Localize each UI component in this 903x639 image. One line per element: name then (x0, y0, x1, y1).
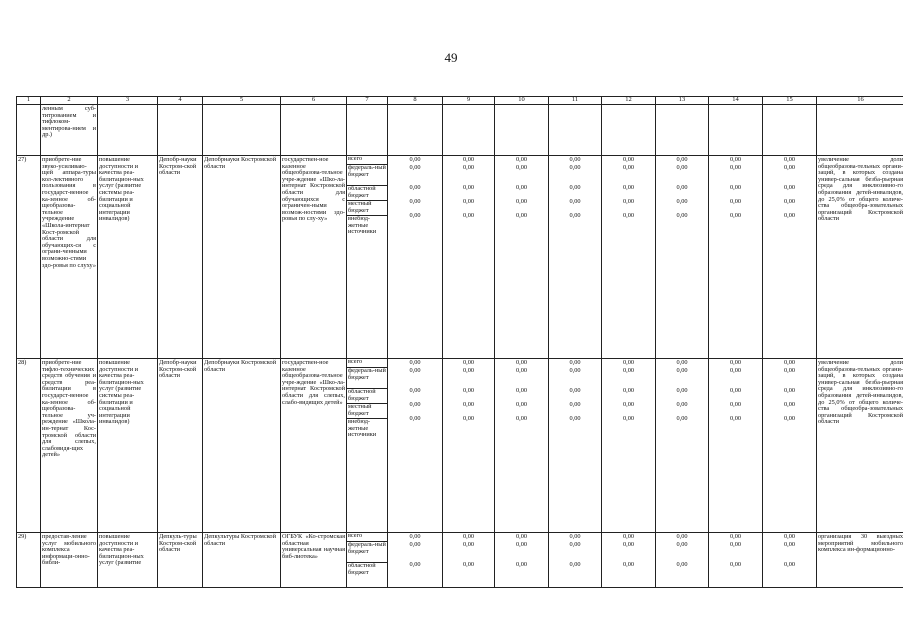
source-label: всего (348, 155, 363, 162)
goal-cell: повышение доступности и качества реа-билитацион-ных услуг (развитие системы реа-билитации и социальной интеграции инвалидов) (98, 156, 158, 359)
table-row (17, 533, 903, 588)
value-cell: 0,00 0,00 0,00 (602, 533, 656, 588)
value-cell: 0,00 0,00 0,00 0,00 0,00 (656, 156, 709, 359)
table-row (17, 359, 903, 533)
result-cell: организация 30 выездных мероприятий мобильного комплекса ин-формационно- (817, 533, 903, 588)
activity-cell: приобрете-ние тифло-технических средств обучения и средств реа-билитации в государст-венное ка-зенное об-щеобразова-тельное уч-реждение «Школа-ин-тернат Кос-тромской области для слепых, слабовидя-щих детей» (41, 359, 98, 533)
column-number: 15 (763, 97, 817, 105)
value-cell: 0,00 0,00 0,00 0,00 0,00 (709, 156, 763, 359)
participant-cell: государствен-ное казенное общеобразова-тельное учре-ждение «Шко-ла-интернат Костромской области для обучающихся с ограничен-ными возмож-ностями здо-ровья по слу-ху» (281, 156, 347, 359)
value-cell: 0,00 0,00 0,00 (443, 533, 495, 588)
source-label: местный бюджет (347, 200, 387, 215)
source-label: федераль-ный бюджет (347, 164, 387, 185)
column-number: 3 (98, 97, 158, 105)
column-number: 14 (709, 97, 763, 105)
column-number: 5 (203, 97, 281, 105)
source-label: федераль-ный бюджет (347, 541, 387, 562)
row-number: 27) (17, 156, 41, 359)
funding-sources-cell (347, 156, 388, 359)
source-label: всего (348, 532, 363, 539)
column-number: 13 (656, 97, 709, 105)
row-number: 28) (17, 359, 41, 533)
source-label: областной бюджет (347, 388, 387, 403)
value-cell: 0,00 0,00 0,00 0,00 0,00 (443, 359, 495, 533)
value-cell: 0,00 0,00 0,00 0,00 0,00 (495, 359, 549, 533)
value-cell: 0,00 0,00 0,00 0,00 0,00 (495, 156, 549, 359)
value-cell: 0,00 0,00 0,00 0,00 0,00 (656, 359, 709, 533)
value-cell: 0,00 0,00 0,00 0,00 0,00 (763, 359, 817, 533)
column-number: 8 (388, 97, 443, 105)
column-number: 1 (17, 97, 41, 105)
result-cell: увеличение доли общеобразова-тельных органи-заций, в которых создана универ-сальная безба-рьерная среда для инклюзивно-го образования детей-инвалидов, до 25,0% от общего количе-ства общеобра-зовательных организаций Костромской области (817, 359, 903, 533)
value-cell: 0,00 0,00 0,00 0,00 0,00 (388, 156, 443, 359)
source-label: областной бюджет (347, 185, 387, 200)
value-cell: 0,00 0,00 0,00 0,00 0,00 (549, 156, 602, 359)
column-number: 7 (347, 97, 388, 105)
value-cell: 0,00 0,00 0,00 (656, 533, 709, 588)
source-label: внебюд-жетные источники (347, 418, 387, 439)
participant-cell: ОГБУК «Ко-стромская областная универсальная научная биб-лиотека» (281, 533, 347, 588)
source-label: внебюд-жетные источники (347, 215, 387, 236)
responsible-cell: Депкультуры Костромской области (203, 533, 281, 588)
value-cell: 0,00 0,00 0,00 0,00 0,00 (763, 156, 817, 359)
page-number: 49 (444, 50, 458, 65)
goal-cell: повышение доступности и качества реа-билитацион-ных услуг (развитие системы реа-билитации и социальной интеграции инвалидов) (98, 359, 158, 533)
funding-sources-cell (347, 359, 388, 533)
column-number: 4 (158, 97, 203, 105)
financing-table (16, 96, 903, 588)
source-label: всего (348, 358, 363, 365)
participant-cell: государствен-ное казенное общеобразова-тельное учре-ждение «Шко-ла-интернат Костромской области для слепых, слабо-видящих детей» (281, 359, 347, 533)
column-number-row (17, 97, 903, 105)
column-number: 6 (281, 97, 347, 105)
activity-cell: предостав-ление услуг мобильного комплекса информаци-онно-библи- (41, 533, 98, 588)
column-number: 2 (41, 97, 98, 105)
result-cell: увеличение доли общеобразова-тельных органи-заций, в которых создана универ-сальная безба-рьерная среда для инклюзивно-го образования детей-инвалидов, до 25,0% от общего количе-ства общеобра-зовательных организаций Костромской области (817, 156, 903, 359)
value-cell: 0,00 0,00 0,00 0,00 0,00 (709, 359, 763, 533)
value-cell: 0,00 0,00 0,00 0,00 0,00 (602, 359, 656, 533)
responsible-cell: Депобрнауки Костромской области (203, 156, 281, 359)
value-cell: 0,00 0,00 0,00 0,00 0,00 (549, 359, 602, 533)
funding-sources-cell (347, 533, 388, 588)
activity-cell: приобрете-ние звуко-усиливаю-щей аппара-туры кол-лективного пользования в государст-венное ка-зенное об-щеобразова-тельное учреждение «Школа-интернат Кост-ромской области для обучающих-ся с ограни-ченными возможно-стями здо-ровья по слуху» (41, 156, 98, 359)
column-number: 16 (817, 97, 903, 105)
continued-row (17, 105, 903, 156)
value-cell: 0,00 0,00 0,00 0,00 0,00 (388, 359, 443, 533)
value-cell: 0,00 0,00 0,00 (495, 533, 549, 588)
value-cell: 0,00 0,00 0,00 0,00 0,00 (602, 156, 656, 359)
goal-cell: повышение доступности и качества реа-билитацион-ных услуг (развитие (98, 533, 158, 588)
source-label: федераль-ный бюджет (347, 367, 387, 388)
column-number: 9 (443, 97, 495, 105)
value-cell: 0,00 0,00 0,00 (388, 533, 443, 588)
responsible-cell: Депобрнауки Костромской области (203, 359, 281, 533)
value-cell: 0,00 0,00 0,00 (549, 533, 602, 588)
table-row (17, 156, 903, 359)
executor-cell: Депобр-науки Костром-ской области (158, 156, 203, 359)
column-number: 11 (549, 97, 602, 105)
column-number: 12 (602, 97, 656, 105)
column-number: 10 (495, 97, 549, 105)
executor-cell: Депкуль-туры Костром-ской области (158, 533, 203, 588)
activity-cell: ленным суб-титрованием и тифлоком-ментирова-нием и др.) (41, 105, 98, 156)
value-cell: 0,00 0,00 0,00 (763, 533, 817, 588)
row-number: 29) (17, 533, 41, 588)
source-label: областной бюджет (347, 562, 387, 577)
executor-cell: Депобр-науки Костром-ской области (158, 359, 203, 533)
value-cell: 0,00 0,00 0,00 0,00 0,00 (443, 156, 495, 359)
value-cell: 0,00 0,00 0,00 (709, 533, 763, 588)
source-label: местный бюджет (347, 403, 387, 418)
